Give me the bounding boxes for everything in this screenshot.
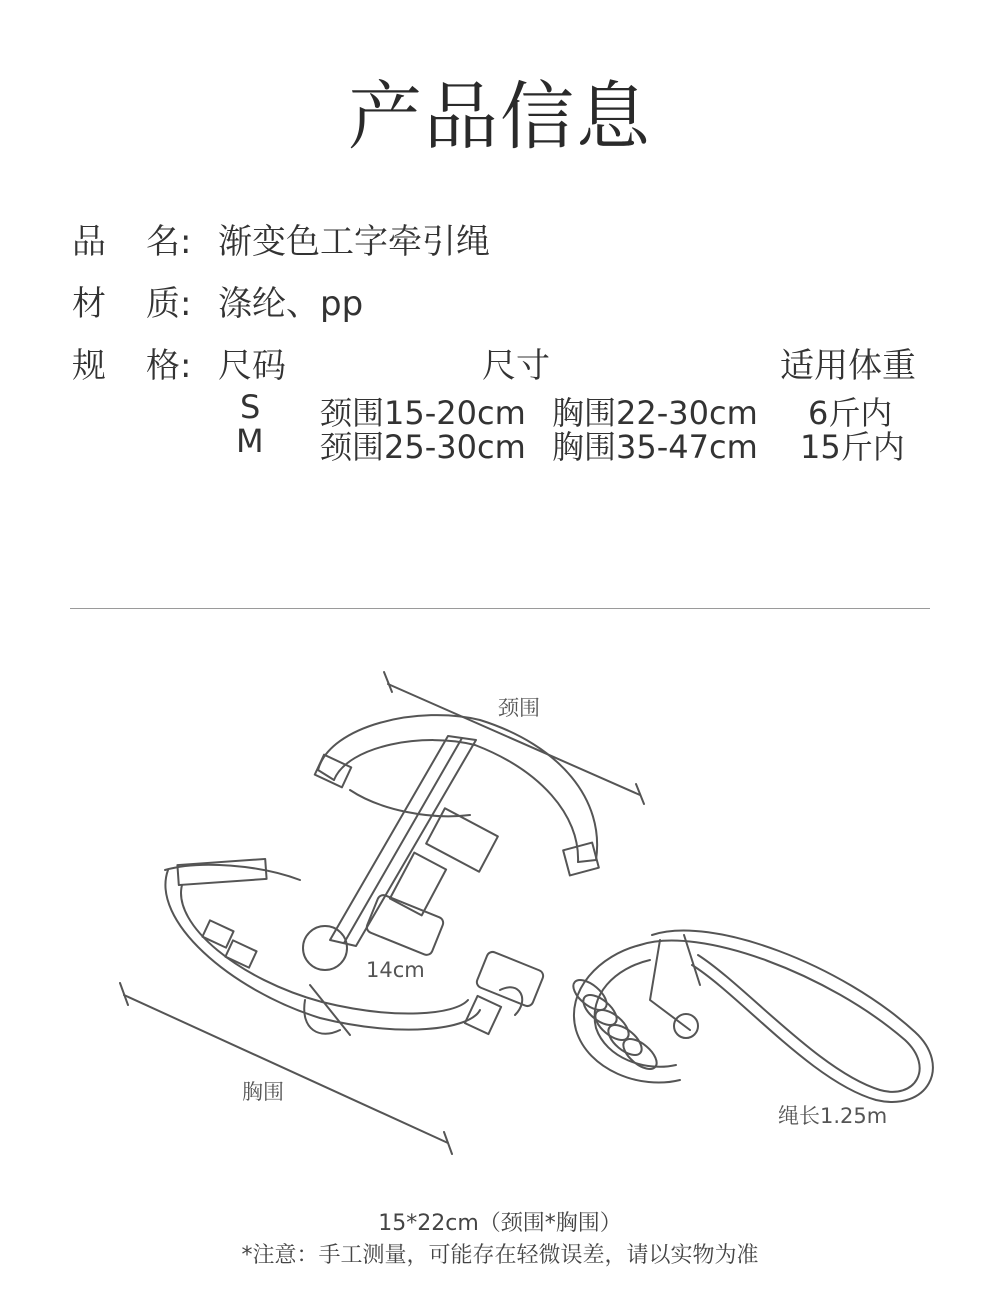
harness-chest-strap xyxy=(165,859,480,1030)
row-s-weight: 6斤内 xyxy=(808,394,893,432)
header-weight: 适用体重 xyxy=(780,346,916,386)
row-m-neck: 颈围25-30cm xyxy=(320,428,526,466)
row-m-weight: 15斤内 xyxy=(800,428,905,466)
back-length-label: 14cm xyxy=(366,958,425,982)
spec-key-1: 规 xyxy=(72,346,106,386)
size-note: 15*22cm（颈围*胸围） xyxy=(378,1211,622,1236)
spec-key-2: 格: xyxy=(146,346,192,386)
leash xyxy=(568,931,933,1102)
row-m-size: M xyxy=(236,422,264,460)
material-value: 涤纶、pp xyxy=(218,284,364,324)
name-key-1: 品 xyxy=(72,222,106,262)
chest-label: 胸围 xyxy=(242,1080,284,1104)
neck-label: 颈围 xyxy=(498,696,540,720)
harness-neck-strap xyxy=(315,715,599,875)
section-divider xyxy=(70,608,930,609)
material-key-2: 质: xyxy=(146,284,192,324)
material-key-1: 材 xyxy=(72,284,106,324)
header-size: 尺码 xyxy=(218,346,286,386)
harness-back-strap xyxy=(330,736,498,946)
header-dimension: 尺寸 xyxy=(482,346,550,386)
chest-dimension-line xyxy=(120,983,452,1154)
product-name-value: 渐变色工字牵引绳 xyxy=(218,222,490,262)
measurement-notice: *注意：手工测量，可能存在轻微误差，请以实物为准 xyxy=(241,1243,759,1268)
leash-length-label: 绳长1.25m xyxy=(778,1104,888,1128)
row-m-chest: 胸围35-47cm xyxy=(552,428,758,466)
row-s-chest: 胸围22-30cm xyxy=(552,394,758,432)
leash-coil xyxy=(568,974,661,1074)
name-key-2: 名: xyxy=(146,222,192,262)
row-s-neck: 颈围15-20cm xyxy=(320,394,526,432)
row-s-size: S xyxy=(240,388,261,426)
page-title: 产品信息 xyxy=(348,74,652,160)
